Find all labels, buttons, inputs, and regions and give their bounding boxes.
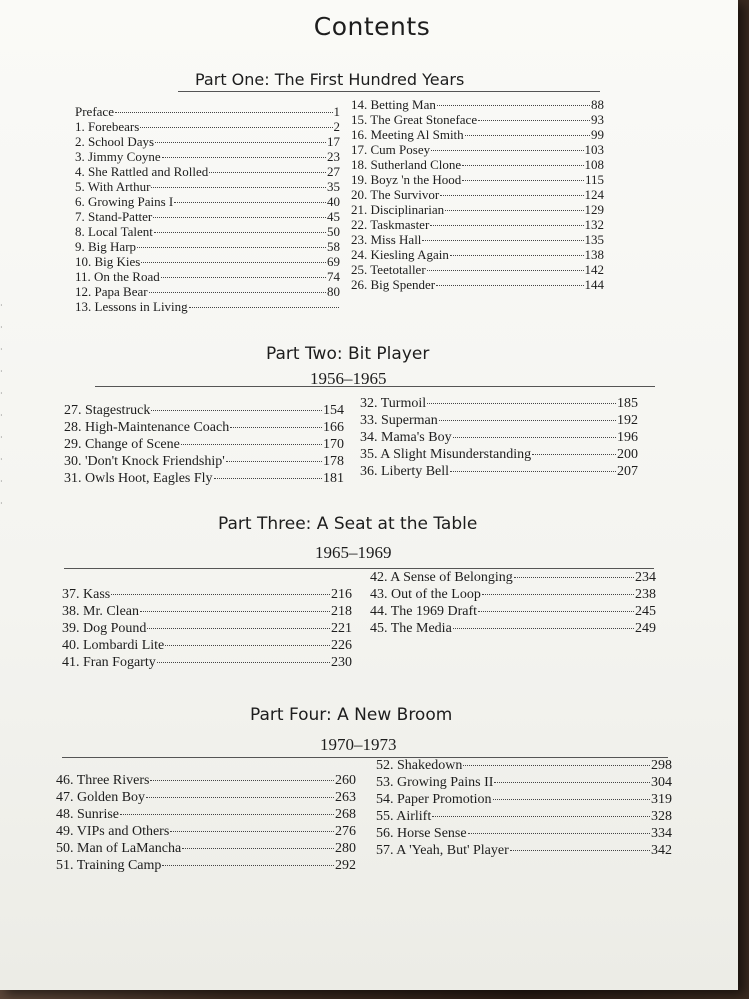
dot-leader <box>137 247 326 248</box>
toc-entry <box>370 620 656 637</box>
dot-leader <box>431 150 583 151</box>
dot-leader <box>174 202 326 203</box>
dot-leader <box>155 142 326 143</box>
toc-entry-page: 221 <box>331 621 352 636</box>
toc-entry <box>75 119 340 134</box>
toc-entry-page: 334 <box>651 826 672 841</box>
toc-entry <box>56 823 356 840</box>
part-two-rule <box>95 386 655 387</box>
toc-entry-label: 56. Horse Sense <box>376 826 467 841</box>
toc-entry <box>351 232 604 247</box>
toc-entry-label: 57. A 'Yeah, But' Player <box>376 843 509 858</box>
dot-leader <box>510 850 650 851</box>
toc-entry <box>376 774 672 791</box>
toc-entry-label: 27. Stagestruck <box>64 403 151 418</box>
toc-entry-page: 185 <box>617 396 638 411</box>
toc-entry-label: 10. Big Kies <box>75 254 141 269</box>
part-four-title: Part Four: A New Broom <box>250 705 453 725</box>
toc-entry-label: 25. Teetotaller <box>351 262 426 277</box>
dot-leader <box>161 277 326 278</box>
toc-entry-label: 37. Kass <box>62 587 111 602</box>
toc-entry-page: 238 <box>635 587 656 602</box>
toc-entry-label: 26. Big Spender <box>351 277 436 292</box>
toc-entry-page: 166 <box>323 420 344 435</box>
toc-entry <box>351 277 604 292</box>
toc-entry-page: 249 <box>635 621 656 636</box>
toc-entry-page: 2 <box>333 119 340 134</box>
toc-entry-label: 20. The Survivor <box>351 187 440 202</box>
toc-entry <box>75 194 340 209</box>
toc-entry-page: 40 <box>327 194 340 209</box>
toc-entry-page: 1 <box>333 104 340 119</box>
part-one-left-column <box>75 104 340 314</box>
toc-entry-page: 234 <box>635 570 656 585</box>
dot-leader <box>445 210 583 211</box>
toc-entry-label: 24. Kiesling Again <box>351 247 449 262</box>
dot-leader <box>430 225 583 226</box>
part-three-left-column <box>62 586 352 671</box>
dot-leader <box>432 816 650 817</box>
part-three-years: 1965–1969 <box>315 543 392 562</box>
toc-entry-label: 44. The 1969 Draft <box>370 604 478 619</box>
toc-entry-label: 49. VIPs and Others <box>56 824 170 839</box>
toc-entry <box>376 825 672 842</box>
toc-entry-label: 38. Mr. Clean <box>62 604 139 619</box>
part-two-right-column <box>360 395 638 480</box>
toc-entry <box>64 436 344 453</box>
toc-entry-page: 23 <box>327 149 340 164</box>
dot-leader <box>468 833 650 834</box>
toc-entry-page: 245 <box>635 604 656 619</box>
part-one-right-column <box>351 97 604 292</box>
toc-entry-page: 216 <box>331 587 352 602</box>
part-four-right-column <box>376 757 672 859</box>
dot-leader <box>150 780 334 781</box>
dot-leader <box>436 285 583 286</box>
toc-entry <box>351 172 604 187</box>
dot-leader <box>111 594 330 595</box>
toc-entry <box>351 202 604 217</box>
toc-entry-label: 34. Mama's Boy <box>360 430 452 445</box>
dot-leader <box>209 172 326 173</box>
toc-entry-label: 54. Paper Promotion <box>376 792 492 807</box>
toc-entry-label: 23. Miss Hall <box>351 232 422 247</box>
dot-leader <box>214 478 322 479</box>
toc-entry-label: 1. Forebears <box>75 119 140 134</box>
toc-entry <box>360 395 638 412</box>
toc-entry-page: 276 <box>335 824 356 839</box>
adjacent-page-edge: · · · · · · · · · · <box>0 301 3 508</box>
toc-entry-label: 8. Local Talent <box>75 224 153 239</box>
dot-leader <box>147 628 330 629</box>
toc-entry-page: 27 <box>327 164 340 179</box>
toc-entry <box>75 299 340 314</box>
toc-entry <box>376 791 672 808</box>
toc-entry-label: 28. High-Maintenance Coach <box>64 420 230 435</box>
toc-entry-label: 13. Lessons in Living <box>75 299 188 314</box>
toc-entry-page: 144 <box>584 277 604 292</box>
toc-entry-page: 129 <box>584 202 604 217</box>
toc-entry <box>351 142 604 157</box>
dot-leader <box>162 157 326 158</box>
toc-entry <box>351 187 604 202</box>
dot-leader <box>514 577 634 578</box>
dot-leader <box>149 292 326 293</box>
dot-leader <box>465 135 590 136</box>
toc-entry <box>75 209 340 224</box>
toc-entry <box>376 808 672 825</box>
toc-entry-page: 69 <box>327 254 340 269</box>
toc-entry <box>56 789 356 806</box>
part-one-title: Part One: The First Hundred Years <box>195 70 465 89</box>
toc-entry-label: 40. Lombardi Lite <box>62 638 165 653</box>
dot-leader <box>154 232 326 233</box>
toc-entry-label: 7. Stand-Patter <box>75 209 153 224</box>
toc-entry-page: 108 <box>584 157 604 172</box>
part-three-right-column <box>370 569 656 637</box>
part-four-years: 1970–1973 <box>320 735 397 754</box>
toc-entry-label: 32. Turmoil <box>360 396 427 411</box>
dot-leader <box>189 307 339 308</box>
dot-leader <box>462 165 583 166</box>
toc-entry-page: 115 <box>584 172 604 187</box>
part-three-title: Part Three: A Seat at the Table <box>218 514 478 534</box>
toc-entry <box>75 269 340 284</box>
toc-entry-label: 29. Change of Scene <box>64 437 180 452</box>
toc-entry-label: 14. Betting Man <box>351 97 436 112</box>
toc-entry-label: 3. Jimmy Coyne <box>75 149 161 164</box>
toc-entry-page: 328 <box>651 809 672 824</box>
dot-leader <box>478 120 590 121</box>
toc-entry-label: 51. Training Camp <box>56 858 162 873</box>
toc-entry-label: 18. Sutherland Clone <box>351 157 462 172</box>
toc-entry-page: 280 <box>335 841 356 856</box>
toc-entry-page: 226 <box>331 638 352 653</box>
toc-entry <box>351 97 604 112</box>
dot-leader <box>151 187 326 188</box>
toc-entry-page: 135 <box>584 232 604 247</box>
toc-entry-label: 53. Growing Pains II <box>376 775 494 790</box>
toc-entry-label: 39. Dog Pound <box>62 621 147 636</box>
toc-entry-label: 11. On the Road <box>75 269 160 284</box>
toc-entry-page: 80 <box>327 284 340 299</box>
toc-entry <box>56 772 356 789</box>
toc-entry <box>370 586 656 603</box>
toc-entry <box>360 463 638 480</box>
toc-entry <box>351 217 604 232</box>
toc-entry-label: 17. Cum Posey <box>351 142 431 157</box>
toc-entry-label: 31. Owls Hoot, Eagles Fly <box>64 471 213 486</box>
dot-leader <box>427 270 584 271</box>
toc-entry <box>56 806 356 823</box>
toc-entry-label: 55. Airlift <box>376 809 432 824</box>
dot-leader <box>120 814 334 815</box>
toc-entry-label: 35. A Slight Misunderstanding <box>360 447 532 462</box>
toc-entry <box>56 857 356 874</box>
toc-entry-page: 292 <box>335 858 356 873</box>
toc-entry <box>370 603 656 620</box>
toc-entry <box>370 569 656 586</box>
dot-leader <box>140 611 330 612</box>
toc-entry-label: 30. 'Don't Knock Friendship' <box>64 454 225 469</box>
toc-entry-page: 268 <box>335 807 356 822</box>
dot-leader <box>153 217 326 218</box>
toc-entry <box>75 239 340 254</box>
toc-entry-label: 5. With Arthur <box>75 179 151 194</box>
toc-entry-label: 2. School Days <box>75 134 155 149</box>
toc-entry-page: 192 <box>617 413 638 428</box>
toc-entry-page: 260 <box>335 773 356 788</box>
dot-leader <box>450 471 616 472</box>
toc-entry-label: 42. A Sense of Belonging <box>370 570 513 585</box>
toc-entry <box>360 446 638 463</box>
toc-entry-label: 6. Growing Pains I <box>75 194 174 209</box>
dot-leader <box>226 461 322 462</box>
toc-entry <box>62 637 352 654</box>
toc-entry-page: 304 <box>651 775 672 790</box>
toc-entry-label: 50. Man of LaMancha <box>56 841 182 856</box>
toc-entry-page: 218 <box>331 604 352 619</box>
dot-leader <box>170 831 334 832</box>
toc-entry-page: 132 <box>584 217 604 232</box>
toc-entry <box>376 757 672 774</box>
dot-leader <box>157 662 330 663</box>
toc-entry-page: 298 <box>651 758 672 773</box>
toc-entry-page: 138 <box>584 247 604 262</box>
dot-leader <box>140 127 332 128</box>
dot-leader <box>453 628 634 629</box>
toc-entry <box>64 453 344 470</box>
toc-entry <box>62 586 352 603</box>
dot-leader <box>493 799 651 800</box>
toc-entry <box>360 412 638 429</box>
toc-entry <box>56 840 356 857</box>
toc-entry <box>376 842 672 859</box>
dot-leader <box>162 865 334 866</box>
toc-entry-page: 93 <box>591 112 604 127</box>
dot-leader <box>165 645 330 646</box>
toc-entry-label: 33. Superman <box>360 413 438 428</box>
toc-entry <box>64 402 344 419</box>
toc-entry-page: 154 <box>323 403 344 418</box>
toc-entry-page: 50 <box>327 224 340 239</box>
dot-leader <box>151 410 322 411</box>
toc-entry-page: 342 <box>651 843 672 858</box>
toc-entry <box>75 164 340 179</box>
toc-entry-page: 88 <box>591 97 604 112</box>
toc-entry-page: 99 <box>591 127 604 142</box>
toc-entry-page: 230 <box>331 655 352 670</box>
dot-leader <box>115 112 333 113</box>
toc-entry-page: 196 <box>617 430 638 445</box>
dot-leader <box>422 240 583 241</box>
dot-leader <box>478 611 634 612</box>
part-two-years: 1956–1965 <box>310 369 387 388</box>
toc-entry-page: 124 <box>584 187 604 202</box>
part-four-left-column <box>56 772 356 874</box>
toc-entry-label: 9. Big Harp <box>75 239 137 254</box>
dot-leader <box>453 437 616 438</box>
toc-entry <box>62 654 352 671</box>
toc-entry-label: 47. Golden Boy <box>56 790 146 805</box>
toc-entry-label: 21. Disciplinarian <box>351 202 445 217</box>
dot-leader <box>439 420 616 421</box>
toc-entry-page: 58 <box>327 239 340 254</box>
toc-entry <box>351 262 604 277</box>
toc-entry-label: 48. Sunrise <box>56 807 119 822</box>
toc-entry-label: 19. Boyz 'n the Hood <box>351 172 462 187</box>
toc-entry <box>351 247 604 262</box>
toc-entry-page: 200 <box>617 447 638 462</box>
toc-entry <box>64 419 344 436</box>
dot-leader <box>141 262 326 263</box>
toc-entry <box>62 603 352 620</box>
toc-entry <box>75 104 340 119</box>
toc-entry <box>351 127 604 142</box>
toc-entry-page: 142 <box>584 262 604 277</box>
toc-entry <box>75 134 340 149</box>
toc-entry-label: 12. Papa Bear <box>75 284 148 299</box>
toc-entry-page: 35 <box>327 179 340 194</box>
toc-entry <box>75 284 340 299</box>
toc-entry-page: 181 <box>323 471 344 486</box>
toc-entry <box>360 429 638 446</box>
dot-leader <box>146 797 334 798</box>
dot-leader <box>181 444 322 445</box>
toc-entry-label: 41. Fran Fogarty <box>62 655 156 670</box>
toc-entry-page: 319 <box>651 792 672 807</box>
toc-entry-label: 22. Taskmaster <box>351 217 430 232</box>
toc-entry <box>351 112 604 127</box>
toc-entry-label: 52. Shakedown <box>376 758 463 773</box>
toc-entry-page: 74 <box>327 269 340 284</box>
toc-entry <box>62 620 352 637</box>
dot-leader <box>230 427 322 428</box>
dot-leader <box>182 848 334 849</box>
toc-entry-page: 178 <box>323 454 344 469</box>
page-title: Contents <box>313 12 431 41</box>
toc-entry-page: 170 <box>323 437 344 452</box>
toc-entry-label: 43. Out of the Loop <box>370 587 481 602</box>
toc-entry-page: 263 <box>335 790 356 805</box>
part-two-left-column <box>64 402 344 487</box>
dot-leader <box>463 765 650 766</box>
toc-entry-label: 16. Meeting Al Smith <box>351 127 464 142</box>
dot-leader <box>437 105 590 106</box>
toc-entry-page: 17 <box>327 134 340 149</box>
toc-entry-page: 103 <box>584 142 604 157</box>
toc-entry-label: Preface <box>75 104 114 119</box>
toc-entry-label: 15. The Great Stoneface <box>351 112 478 127</box>
dot-leader <box>450 255 584 256</box>
dot-leader <box>494 782 650 783</box>
toc-entry-label: 46. Three Rivers <box>56 773 150 788</box>
dot-leader <box>462 180 584 181</box>
toc-entry-page: 207 <box>617 464 638 479</box>
part-one-rule <box>178 91 600 92</box>
toc-entry <box>64 470 344 487</box>
toc-entry-label: 4. She Rattled and Rolled <box>75 164 209 179</box>
toc-entry <box>351 157 604 172</box>
dot-leader <box>427 403 616 404</box>
toc-entry <box>75 254 340 269</box>
toc-entry <box>75 149 340 164</box>
dot-leader <box>440 195 583 196</box>
toc-entry-label: 45. The Media <box>370 621 452 636</box>
toc-entry-page: 45 <box>327 209 340 224</box>
dot-leader <box>532 454 616 455</box>
dot-leader <box>482 594 634 595</box>
toc-entry-label: 36. Liberty Bell <box>360 464 450 479</box>
part-two-title: Part Two: Bit Player <box>266 344 430 364</box>
toc-entry <box>75 179 340 194</box>
toc-entry <box>75 224 340 239</box>
